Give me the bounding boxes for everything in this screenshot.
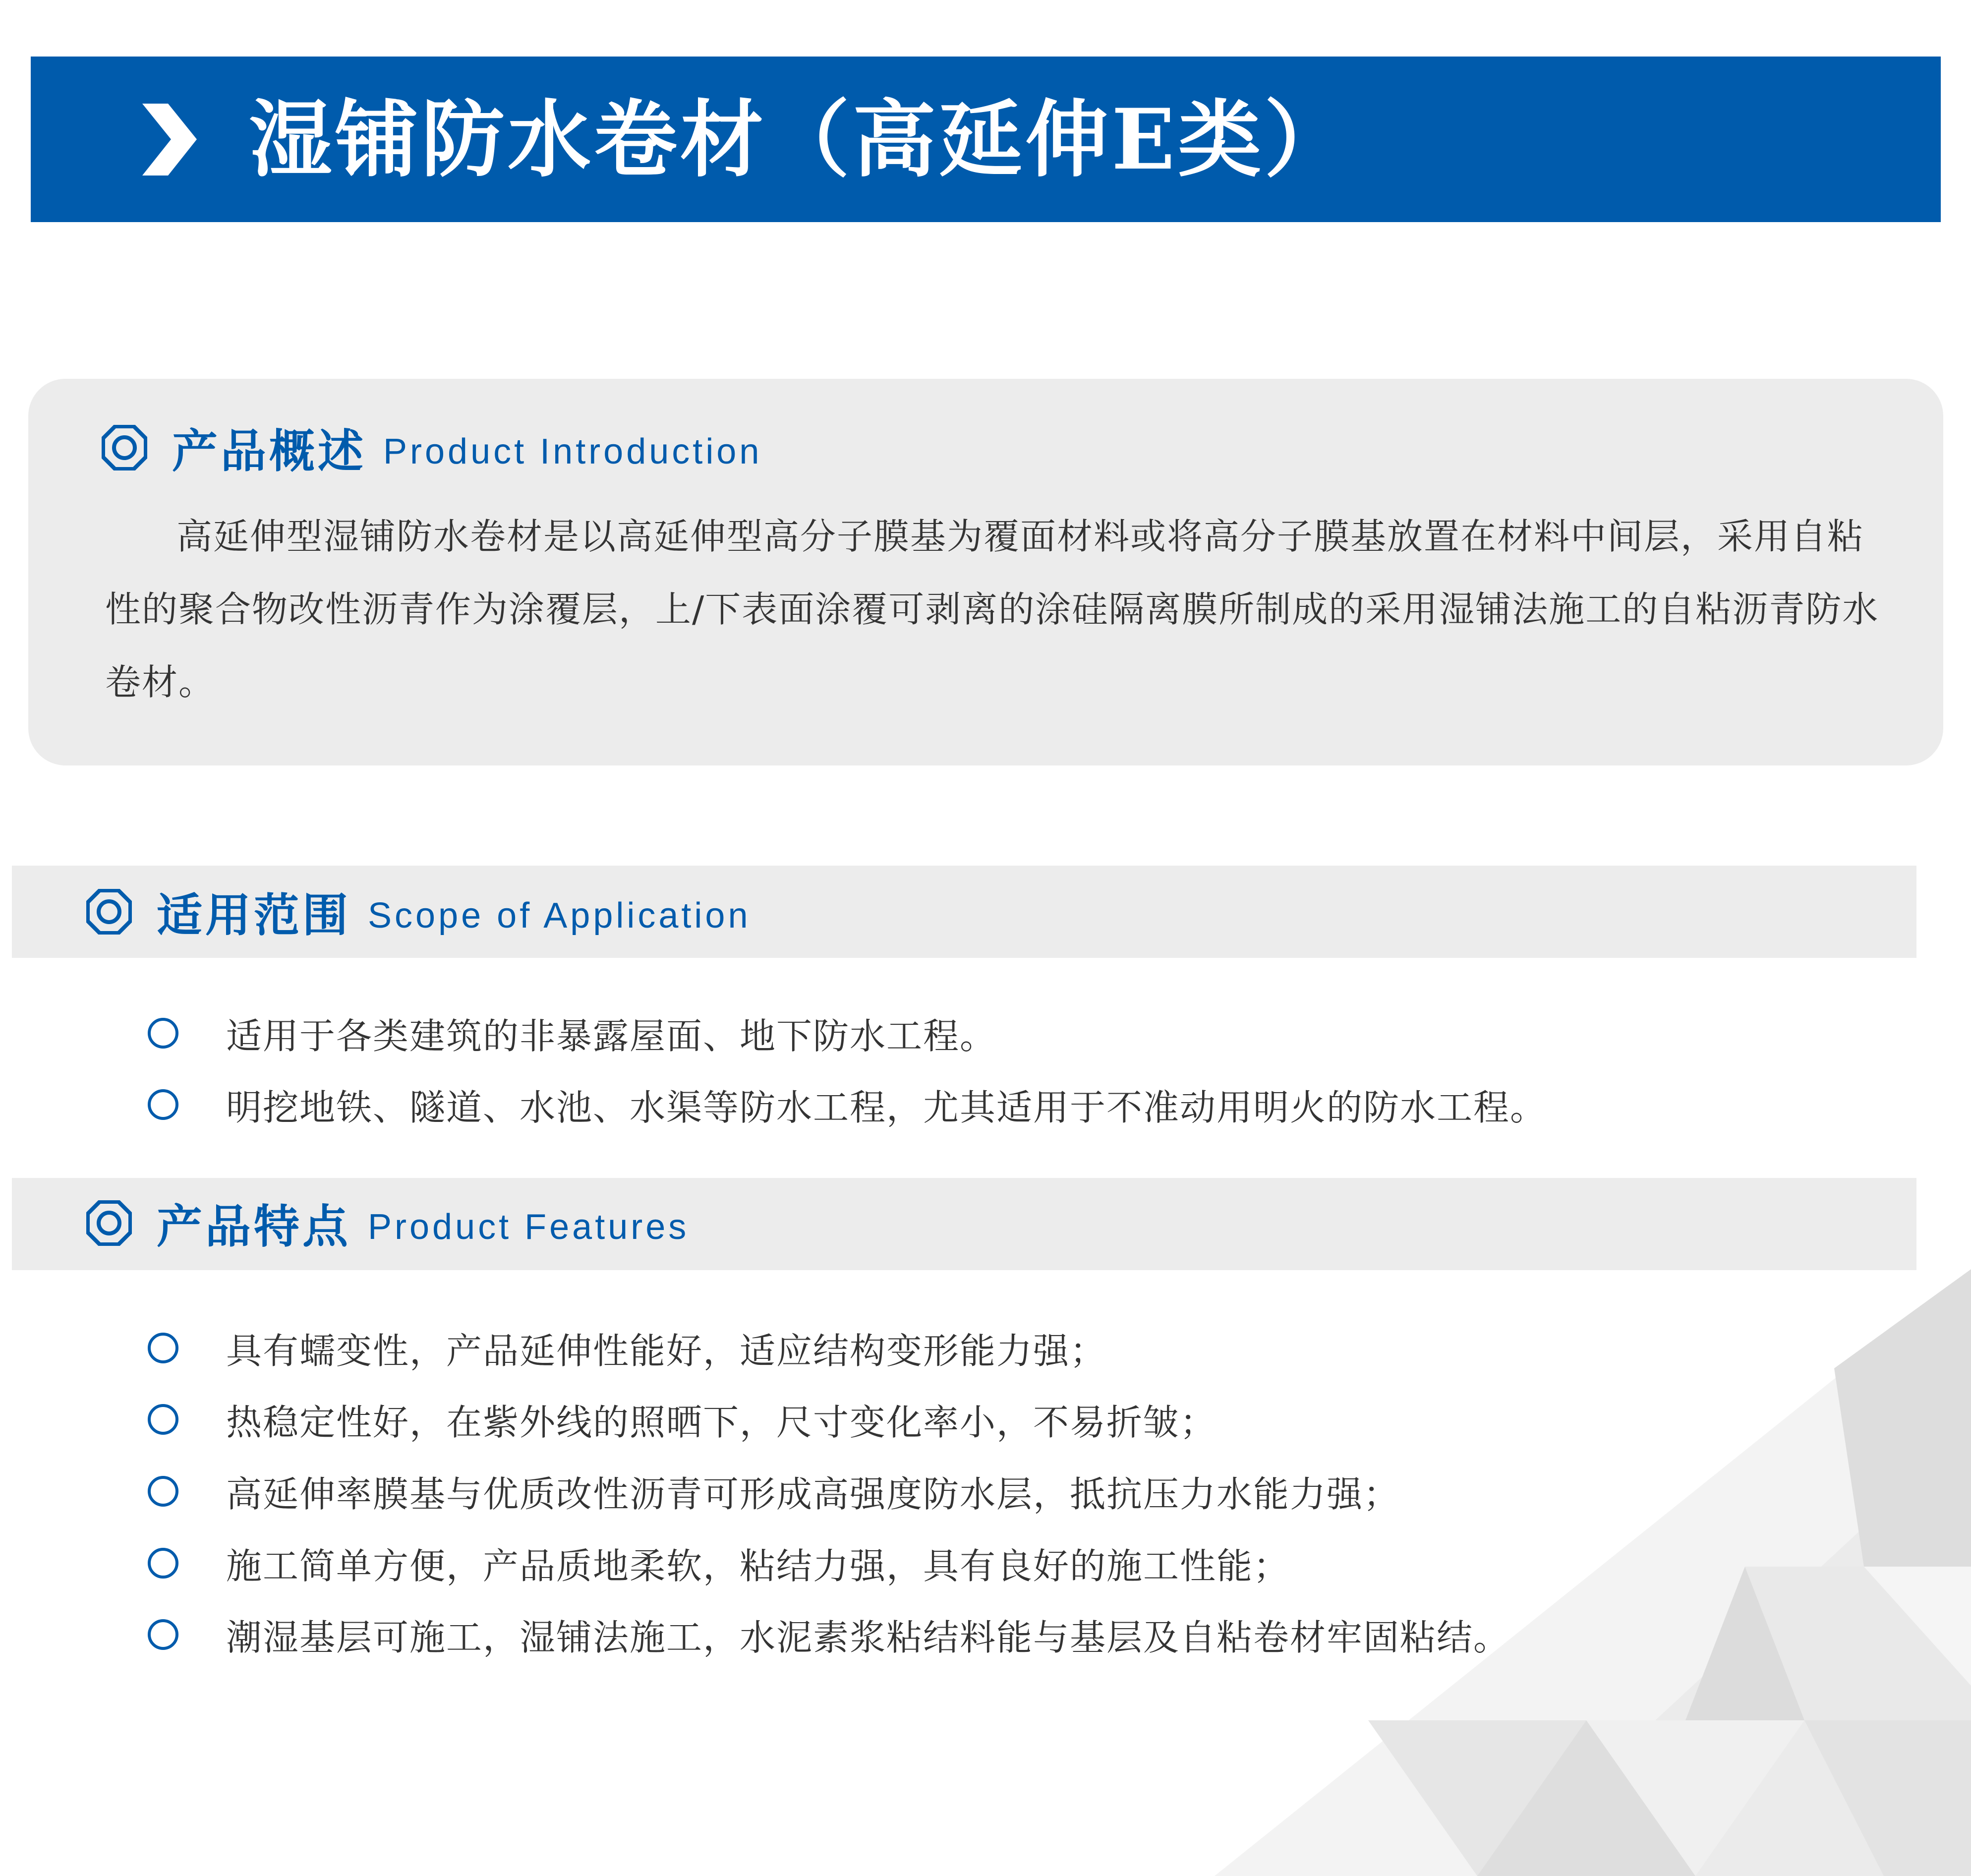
circle-bullet-icon (148, 1619, 178, 1650)
title-banner (31, 57, 1941, 222)
features-heading-band (12, 1178, 1916, 1270)
feature-item-text: 热稳定性好，在紫外线的照晒下，尺寸变化率小，不易折皱； (226, 1402, 1217, 1443)
page-title: 湿铺防水卷材（高延伸E类） (249, 90, 1351, 188)
circle-bullet-icon (148, 1018, 178, 1049)
features-heading (86, 1186, 689, 1260)
chevron-right-icon (142, 104, 197, 176)
list-item (148, 1006, 996, 1060)
intro-card (28, 379, 1943, 765)
feature-item-text: 潮湿基层可施工，湿铺法施工，水泥素浆粘结料能与基层及自粘卷材牢固粘结。 (226, 1617, 1510, 1658)
intro-title-en: Product Introduction (383, 432, 762, 471)
scope-item-text: 明挖地铁、隧道、水池、水渠等防水工程，尤其适用于不准动用明火的防水工程。 (226, 1087, 1547, 1128)
scope-title-en: Scope of Application (368, 896, 751, 936)
circle-bullet-icon (148, 1333, 178, 1363)
scope-heading-band (12, 866, 1916, 958)
intro-paragraph: 高延伸型湿铺防水卷材是以高延伸型高分子膜基为覆面材料或将高分子膜基放置在材料中间层，采用自粘性的聚合物改性沥青作为涂覆层，上/下表面涂覆可剥离的涂硅隔离膜所制成的采用湿铺法施工的自粘沥青防水卷材。 (105, 516, 1879, 703)
features-title-en: Product Features (368, 1207, 690, 1247)
target-icon (102, 425, 147, 470)
list-item (148, 1077, 1547, 1132)
circle-bullet-icon (148, 1548, 178, 1579)
features-title-cn: 产品特点 (157, 1200, 351, 1253)
feature-item-text: 具有蠕变性，产品延伸性能好，适应结构变形能力强； (226, 1330, 1107, 1372)
scope-title-cn: 适用范围 (157, 889, 351, 942)
feature-item-text: 施工简单方便，产品质地柔软，粘结力强，具有良好的施工性能； (226, 1545, 1290, 1587)
circle-bullet-icon (148, 1404, 178, 1435)
list-item (148, 1321, 1106, 1375)
intro-heading (102, 410, 762, 485)
scope-heading (86, 875, 751, 949)
feature-item-text: 高延伸率膜基与优质改性沥青可形成高强度防水层，抵抗压力水能力强； (226, 1473, 1400, 1515)
circle-bullet-icon (148, 1476, 178, 1507)
target-icon (86, 1200, 132, 1246)
target-icon (86, 889, 132, 935)
list-item (148, 1536, 1290, 1590)
list-item (148, 1464, 1400, 1519)
intro-title-cn: 产品概述 (172, 425, 367, 478)
circle-bullet-icon (148, 1089, 178, 1120)
list-item (148, 1392, 1217, 1447)
list-item (148, 1607, 1510, 1662)
scope-item-text: 适用于各类建筑的非暴露屋面、地下防水工程。 (226, 1015, 997, 1057)
